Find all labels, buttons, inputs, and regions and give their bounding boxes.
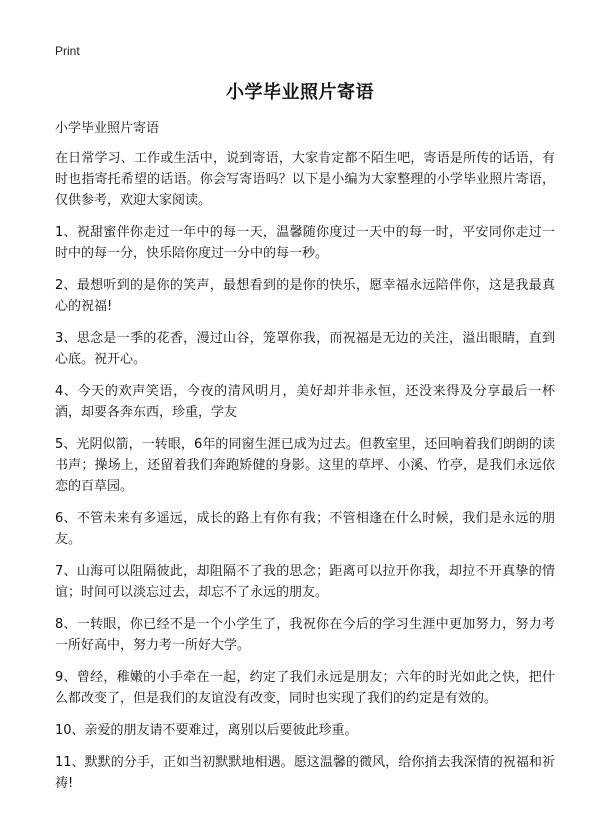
message-item-9: 9、曾经，稚嫩的小手牵在一起，约定了我们永远是朋友；六年的时光如此之快，把什么都改变了，但是我们的友谊没有改变，同时也实现了我们的约定是有效的。 <box>55 670 555 706</box>
intro-paragraph: 在日常学习、工作或生活中，说到寄语，大家肯定都不陌生吧，寄语是所传的话语，有时也指寄托希望的话语。你会写寄语吗？以下是小编为大家整理的小学毕业照片寄语，仅供参考，欢迎大家阅读。 <box>55 151 555 208</box>
print-link[interactable]: Print <box>55 44 80 58</box>
page-title: 小学毕业照片寄语 <box>226 82 374 103</box>
message-item-6: 6、不管未来有多遥远，成长的路上有你有我；不管相逢在什么时候，我们是永远的朋友。 <box>55 511 555 547</box>
message-item-4: 4、今天的欢声笑语，今夜的清风明月，美好却并非永恒，还没来得及分享最后一杯酒，却要各奔东西，珍重，学友 <box>55 384 555 420</box>
article-subtitle: 小学毕业照片寄语 <box>55 121 160 136</box>
message-item-5: 5、光阴似箭，一转眼，6年的同窗生涯已成为过去。但教室里，还回响着我们朗朗的读书声；操场上，还留着我们奔跑矫健的身影。这里的草坪、小溪、竹亭，是我们永远依恋的百草园。 <box>55 437 555 494</box>
message-item-8: 8、一转眼，你已经不是一个小学生了，我祝你在今后的学习生涯中更加努力，努力考一所好高中，努力考一所好大学。 <box>55 617 555 653</box>
message-item-3: 3、思念是一季的花香，漫过山谷，笼罩你我，而祝福是无边的关注，溢出眼睛，直到心底。祝开心。 <box>55 331 555 367</box>
message-item-7: 7、山海可以阻隔彼此，却阻隔不了我的思念；距离可以拉开你我，却拉不开真挚的情谊；时间可以淡忘过去，却忘不了永远的朋友。 <box>55 564 555 600</box>
message-item-1: 1、祝甜蜜伴你走过一年中的每一天，温馨随你度过一天中的每一时，平安同你走过一时中的每一分，快乐陪你度过一分中的每一秒。 <box>55 225 555 261</box>
message-item-11: 11、默默的分手，正如当初默默地相遇。愿这温馨的微风，给你捎去我深情的祝福和祈祷! <box>55 755 555 791</box>
message-item-10: 10、亲爱的朋友请不要难过，离别以后要彼此珍重。 <box>55 723 358 738</box>
message-item-2: 2、最想听到的是你的笑声，最想看到的是你的快乐，愿幸福永远陪伴你，这是我最真心的祝福! <box>55 278 555 314</box>
article-body <box>55 118 555 805</box>
